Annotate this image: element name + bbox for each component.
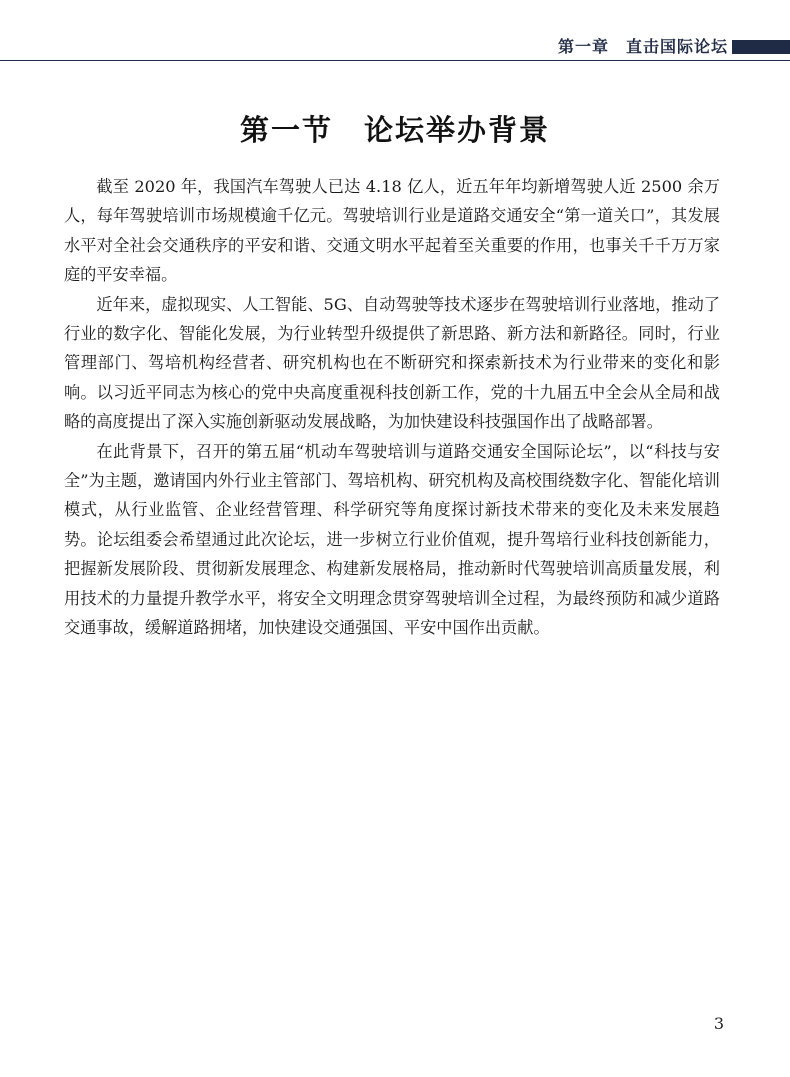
header-rule — [0, 60, 790, 61]
body-text — [64, 172, 720, 643]
header-accent-bar — [732, 40, 790, 54]
page-header — [0, 0, 790, 64]
paragraph-2: 近年来，虚拟现实、人工智能、5G、自动驾驶等技术逐步在驾驶培训行业落地，推动了行业的数字化、智能化发展，为行业转型升级提供了新思路、新方法和新路径。同时，行业管理部门、驾培机构经营者、研究机构也在不断研究和探索新技术为行业带来的变化和影响。以习近平同志为核心的党中央高度重视科技创新工作，党的十九届五中全会从全局和战略的高度提出了深入实施创新驱动发展战略，为加快建设科技强国作出了战略部署。 — [64, 294, 720, 432]
page-number: 3 — [713, 1014, 724, 1033]
paragraph-3: 在此背景下，召开的第五届“机动车驾驶培训与道路交通安全国际论坛”，以“科技与安全”为主题，邀请国内外行业主管部门、驾培机构、研究机构及高校围绕数字化、智能化培训模式，从行业监管、企业经营管理、科学研究等角度探讨新技术带来的变化及未来发展趋势。论坛组委会希望通过此次论坛，进一步树立行业价值观，提升驾培行业科技创新能力，把握新发展阶段、贯彻新发展理念、构建新发展格局，推动新时代驾驶培训高质量发展，利用技术的力量提升教学水平，将安全文明理念贯穿驾驶培训全过程，为最终预防和减少道路交通事故，缓解道路拥堵，加快建设交通强国、平安中国作出贡献。 — [64, 441, 720, 638]
paragraph-1: 截至 2020 年，我国汽车驾驶人已达 4.18 亿人，近五年年均新增驾驶人近 2500 余万人，每年驾驶培训市场规模逾千亿元。驾驶培训行业是道路交通安全“第一道关口”，其发展水平对全社会交通秩序的平安和谐、交通文明水平起着至关重要的作用，也事关千千万万家庭的平安幸福。 — [64, 177, 720, 285]
chapter-title: 第一章 直击国际论坛 — [557, 37, 728, 56]
section-title: 第一节 论坛举办背景 — [239, 113, 550, 147]
